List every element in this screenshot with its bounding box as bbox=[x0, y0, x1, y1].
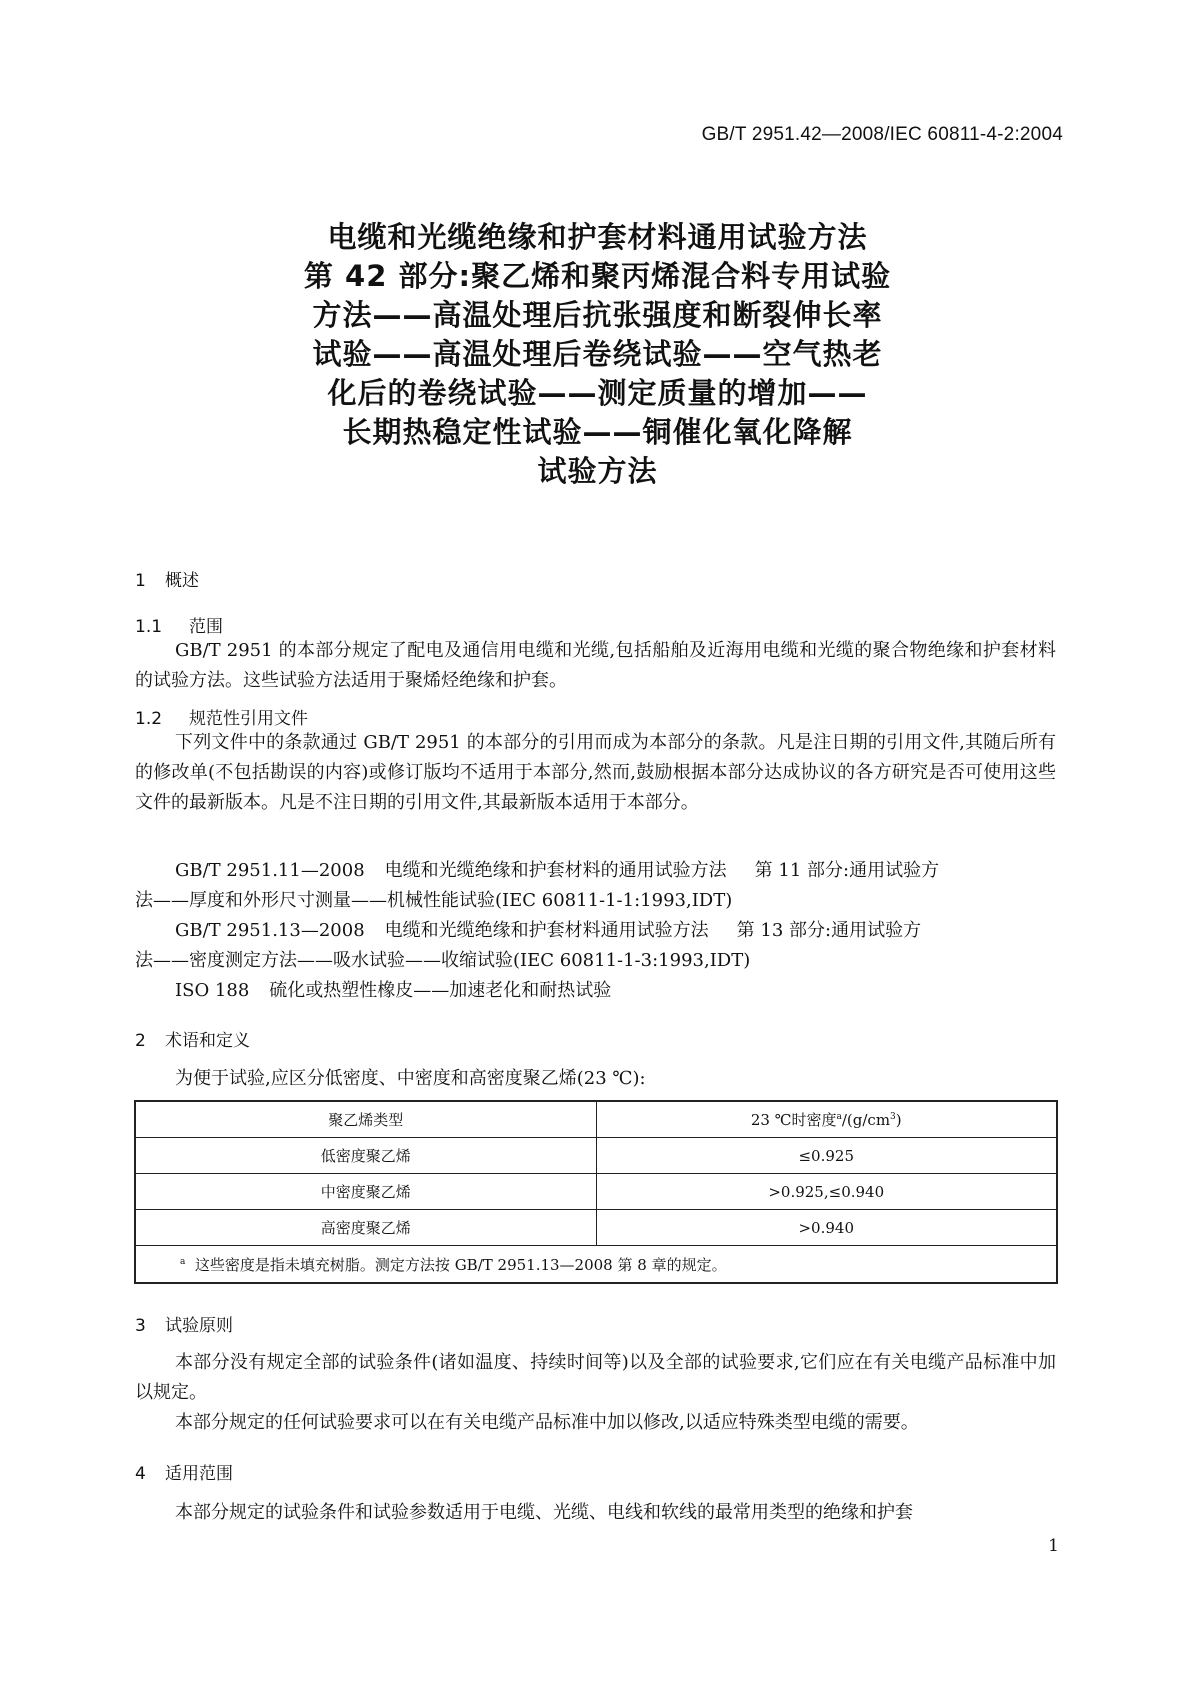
section-heading-1-2 bbox=[135, 704, 308, 729]
title-line: 第 42 部分:聚乙烯和聚丙烯混合料专用试验 bbox=[303, 259, 892, 293]
reference-code: GB/T 2951.11—2008 bbox=[175, 860, 365, 881]
table-cell: 低密度聚乙烯 bbox=[135, 1138, 596, 1174]
table-cell: 中密度聚乙烯 bbox=[135, 1174, 596, 1210]
section-heading-1 bbox=[135, 566, 199, 591]
reference-continuation: 法——密度测定方法——吸水试验——收缩试验(IEC 60811-1-3:1993,IDT) bbox=[135, 950, 751, 971]
section-title: 规范性引用文件 bbox=[189, 709, 308, 729]
section-title: 范围 bbox=[189, 617, 223, 637]
principle-paragraph-2: 本部分规定的任何试验要求可以在有关电缆产品标准中加以修改,以适应特殊类型电缆的需要。 bbox=[175, 1412, 919, 1433]
section-title: 术语和定义 bbox=[165, 1031, 250, 1051]
table-cell: >0.940 bbox=[596, 1210, 1057, 1246]
reference-title: 硫化或热塑性橡皮——加速老化和耐热试验 bbox=[269, 980, 612, 1001]
normative-references-paragraph: 下列文件中的条款通过 GB/T 2951 的本部分的引用而成为本部分的条款。凡是注日期的引用文件,其随后所有的修改单(不包括勘误的内容)或修订版均不适用于本部分,然而,鼓励根据本部分达成协议的各方研究是否可使用这些文件的最新版本。凡是不注日期的引用文件,其最新版本适用于本部分。 bbox=[135, 732, 1056, 813]
section-title: 试验原则 bbox=[165, 1316, 233, 1336]
document-title bbox=[120, 218, 1075, 491]
title-line: 长期热稳定性试验——铜催化氧化降解 bbox=[342, 415, 853, 449]
section-number: 4 bbox=[135, 1464, 146, 1484]
table-footnote-row bbox=[135, 1246, 1057, 1284]
reference-item bbox=[135, 976, 1056, 1006]
reference-code: GB/T 2951.13—2008 bbox=[175, 920, 365, 941]
application-paragraph: 本部分规定的试验条件和试验参数适用于电缆、光缆、电线和软线的最常用类型的绝缘和护套 bbox=[175, 1502, 913, 1523]
section-heading-2 bbox=[135, 1026, 250, 1051]
reference-part: 第 11 部分:通用试验方 bbox=[754, 860, 940, 881]
page-number: 1 bbox=[1048, 1536, 1059, 1556]
table-cell: 高密度聚乙烯 bbox=[135, 1210, 596, 1246]
section-heading-4 bbox=[135, 1459, 233, 1484]
reference-title: 电缆和光缆绝缘和护套材料的通用试验方法 bbox=[384, 860, 727, 881]
table-footnote: $^a$ 这些密度是指未填充树脂。测定方法按 GB/T 2951.13—2008 第 8 章的规定。 bbox=[135, 1246, 1057, 1284]
section-heading-1-1 bbox=[135, 612, 223, 637]
section-number: 1.1 bbox=[135, 617, 163, 637]
section-title: 适用范围 bbox=[165, 1464, 233, 1484]
title-line: 试验——高温处理后卷绕试验——空气热老 bbox=[312, 337, 883, 371]
table-cell: >0.925,≤0.940 bbox=[596, 1174, 1057, 1210]
terms-paragraph: 为便于试验,应区分低密度、中密度和高密度聚乙烯(23 ℃): bbox=[175, 1068, 646, 1089]
table-cell: ≤0.925 bbox=[596, 1138, 1057, 1174]
table-row bbox=[135, 1210, 1057, 1246]
section-number: 1 bbox=[135, 571, 146, 591]
density-table bbox=[134, 1100, 1058, 1284]
reference-continuation: 法——厚度和外形尺寸测量——机械性能试验(IEC 60811-1-1:1993,IDT) bbox=[135, 890, 733, 911]
section-number: 2 bbox=[135, 1031, 146, 1051]
title-line: 试验方法 bbox=[537, 454, 658, 488]
standard-code: GB/T 2951.42—2008/IEC 60811-4-2:2004 bbox=[701, 124, 1063, 145]
table-header-cell: 23 ℃时密度$^a/(g/cm^3)$ bbox=[596, 1101, 1057, 1138]
reference-title: 电缆和光缆绝缘和护套材料通用试验方法 bbox=[384, 920, 709, 941]
principle-paragraph-1: 本部分没有规定全部的试验条件(诸如温度、持续时间等)以及全部的试验要求,它们应在有关电缆产品标准中加以规定。 bbox=[135, 1352, 1056, 1403]
reference-item bbox=[135, 916, 1056, 976]
reference-item bbox=[135, 856, 1056, 916]
reference-part: 第 13 部分:通用试验方 bbox=[736, 920, 922, 941]
section-number: 1.2 bbox=[135, 709, 163, 729]
scope-paragraph: GB/T 2951 的本部分规定了配电及通信用电缆和光缆,包括船舶及近海用电缆和光缆的聚合物绝缘和护套材料的试验方法。这些试验方法适用于聚烯烃绝缘和护套。 bbox=[135, 640, 1056, 691]
table-header-row bbox=[135, 1101, 1057, 1138]
title-line: 方法——高温处理后抗张强度和断裂伸长率 bbox=[312, 298, 883, 332]
table-header-cell: 聚乙烯类型 bbox=[135, 1101, 596, 1138]
table-row bbox=[135, 1174, 1057, 1210]
title-line: 化后的卷绕试验——测定质量的增加—— bbox=[327, 376, 868, 410]
section-title: 概述 bbox=[165, 571, 199, 591]
section-heading-3 bbox=[135, 1311, 233, 1336]
title-line: 电缆和光缆绝缘和护套材料通用试验方法 bbox=[327, 220, 868, 254]
table-row bbox=[135, 1138, 1057, 1174]
reference-code: ISO 188 bbox=[175, 980, 250, 1001]
section-number: 3 bbox=[135, 1316, 146, 1336]
